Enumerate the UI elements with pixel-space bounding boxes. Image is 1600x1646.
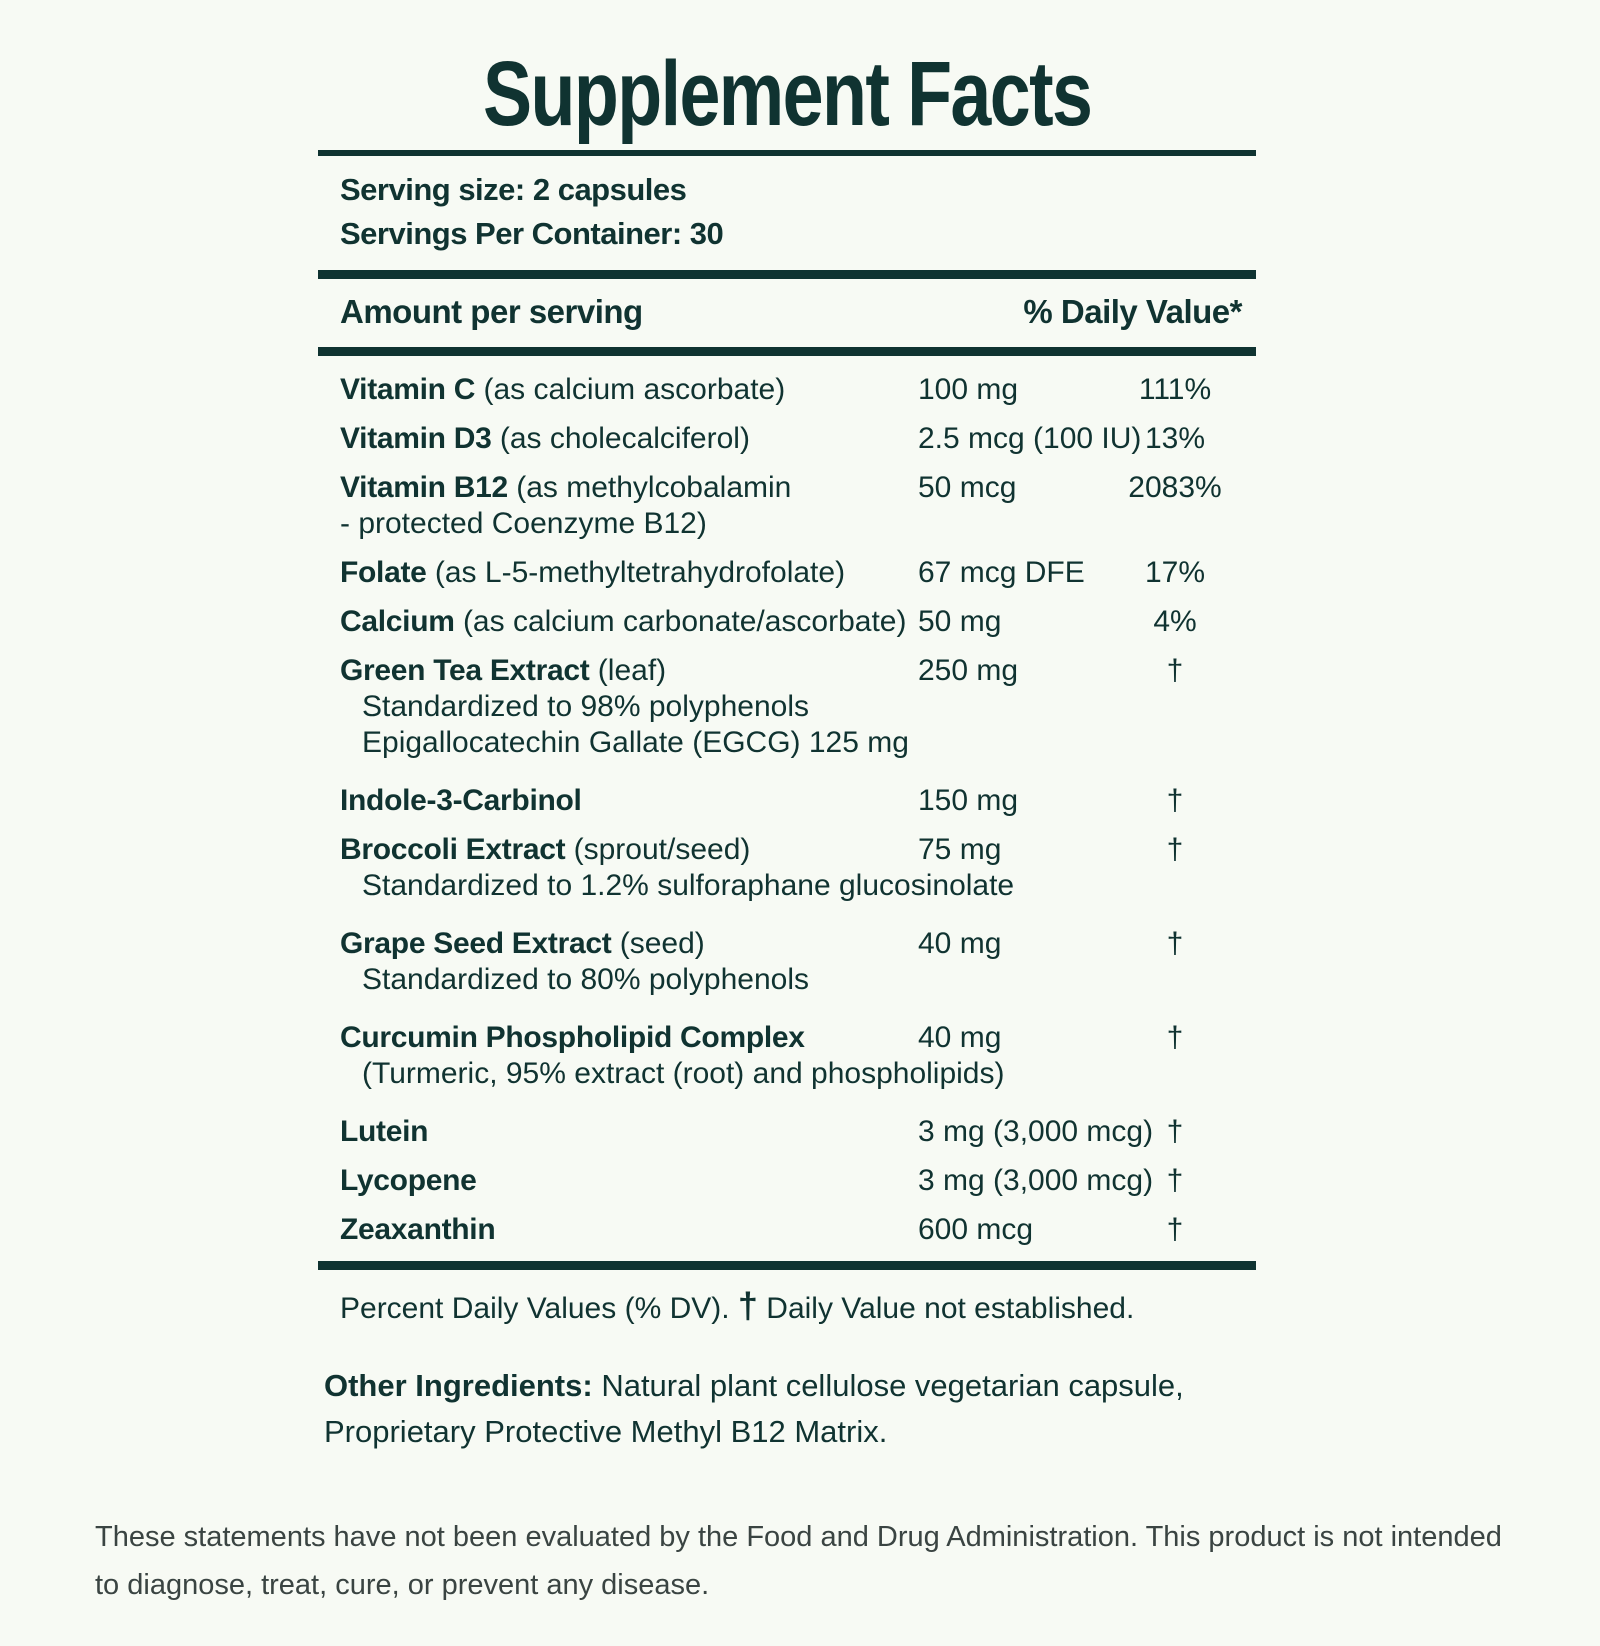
serving-size: Serving size: 2 capsules: [340, 172, 687, 207]
ingredient-amount: 40 mg: [918, 1021, 1002, 1054]
ingredient-daily-value: 13%: [1144, 422, 1206, 455]
ingredient-amount: 67 mcg DFE: [918, 556, 1085, 589]
ingredient-name: Vitamin B12: [340, 471, 508, 504]
serving-info: [318, 156, 1256, 270]
table-row: [318, 1212, 1256, 1248]
table-header: [318, 279, 1256, 347]
ingredient-daily-value: 17%: [1144, 556, 1206, 589]
ingredient-detail: (as L-5-methyltetrahydrofolate): [426, 556, 846, 589]
dagger-symbol: †: [737, 1285, 758, 1326]
footnote-text: Percent Daily Values (% DV).: [340, 1292, 738, 1325]
servings-per-container: Servings Per Container: 30: [340, 216, 724, 251]
ingredient-detail: (seed): [611, 927, 705, 960]
ingredient-name: Vitamin D3: [340, 422, 492, 455]
header-divider: [318, 347, 1256, 356]
ingredient-daily-value: †: [1166, 927, 1184, 960]
ingredient-name: Indole-3-Carbinol: [340, 784, 582, 817]
ingredient-name: Zeaxanthin: [340, 1213, 496, 1246]
ingredient-subnote: Standardized to 1.2% sulforaphane glucosinolate: [362, 869, 1015, 902]
ingredient-amount: 3 mg (3,000 mcg): [918, 1164, 1154, 1197]
ingredient-daily-value: 2083%: [1128, 471, 1222, 504]
ingredient-daily-value: 111%: [1138, 373, 1212, 406]
panel-title: [318, 43, 1256, 145]
table-row: [318, 783, 1256, 819]
ingredient-daily-value: †: [1166, 654, 1184, 687]
daily-value-footnote: [318, 1270, 1256, 1329]
ingredient-detail: (as methylcobalamin: [507, 471, 792, 504]
ingredient-detail: (as calcium ascorbate): [475, 373, 786, 406]
ingredient-subnote: Epigallocatechin Gallate (EGCG) 125 mg: [362, 726, 909, 759]
amount-column-header: Amount per serving: [340, 293, 643, 330]
table-row: [318, 470, 1256, 542]
table-bottom-divider: [318, 1261, 1256, 1270]
ingredient-amount: 100 mg: [918, 373, 1019, 406]
ingredient-name: Folate: [340, 556, 427, 589]
ingredient-name: Lycopene: [340, 1164, 477, 1197]
ingredient-subnote: Standardized to 80% polyphenols: [362, 963, 809, 996]
ingredient-amount: 75 mg: [918, 833, 1002, 866]
ingredient-daily-value: †: [1166, 833, 1184, 866]
ingredient-amount: 250 mg: [918, 654, 1019, 687]
table-row: [318, 653, 1256, 761]
ingredient-subnote: Standardized to 98% polyphenols: [362, 690, 809, 723]
ingredient-detail: (as calcium carbonate/ascorbate): [454, 605, 907, 638]
ingredient-name: Curcumin Phospholipid Complex: [340, 1021, 805, 1054]
ingredient-amount: 2.5 mcg (100 IU): [918, 422, 1142, 455]
ingredient-name: Calcium: [340, 605, 455, 638]
ingredient-amount: 150 mg: [918, 784, 1019, 817]
table-row: [318, 926, 1256, 998]
ingredient-daily-value: †: [1166, 1115, 1184, 1148]
ingredient-detail: (sprout/seed): [565, 833, 751, 866]
other-ingredients-text: Natural plant cellulose vegetarian capsule, Proprietary Protective Methyl B12 Matrix.: [324, 1368, 1184, 1449]
ingredient-amount: 600 mcg: [918, 1213, 1034, 1246]
ingredient-name-line2: - protected Coenzyme B12): [340, 507, 707, 540]
panel-title-text: Supplement Facts: [482, 43, 1092, 145]
ingredient-name: Lutein: [340, 1115, 429, 1148]
ingredient-amount: 50 mg: [918, 605, 1002, 638]
table-row: [318, 421, 1256, 457]
ingredient-daily-value: †: [1166, 1213, 1184, 1246]
supplement-facts-panel: [318, 43, 1256, 1455]
serving-divider: [318, 270, 1256, 279]
daily-value-column-header: % Daily Value*: [1023, 293, 1242, 330]
ingredient-amount: 40 mg: [918, 927, 1002, 960]
table-row: [318, 1020, 1256, 1092]
table-row: [318, 372, 1256, 408]
ingredient-name: Green Tea Extract: [340, 654, 590, 687]
table-row: [318, 555, 1256, 591]
table-row: [318, 1114, 1256, 1150]
ingredient-amount: 50 mcg: [918, 471, 1017, 504]
ingredient-daily-value: 4%: [1153, 605, 1197, 638]
table-row: [318, 832, 1256, 904]
ingredient-name: Grape Seed Extract: [340, 927, 612, 960]
ingredient-subnote: (Turmeric, 95% extract (root) and phospholipids): [362, 1057, 1005, 1090]
ingredient-detail: (leaf): [589, 654, 667, 687]
footnote-text: Daily Value not established.: [757, 1292, 1135, 1325]
table-row: [318, 1163, 1256, 1199]
ingredient-daily-value: †: [1166, 1021, 1184, 1054]
table-row: [318, 604, 1256, 640]
ingredient-daily-value: †: [1166, 1164, 1184, 1197]
other-ingredients: [318, 1363, 1256, 1455]
ingredient-daily-value: †: [1166, 784, 1184, 817]
other-ingredients-label: Other Ingredients:: [324, 1368, 593, 1403]
fda-disclaimer: These statements have not been evaluated by the Food and Drug Administration. This product is not intended to diagnose, treat, cure, or prevent any disease.: [95, 1521, 1502, 1601]
ingredient-name: Vitamin C: [340, 373, 476, 406]
ingredient-name: Broccoli Extract: [340, 833, 566, 866]
ingredient-detail: (as cholecalciferol): [491, 422, 750, 455]
ingredient-amount: 3 mg (3,000 mcg): [918, 1115, 1154, 1148]
ingredient-table: [318, 356, 1256, 1248]
